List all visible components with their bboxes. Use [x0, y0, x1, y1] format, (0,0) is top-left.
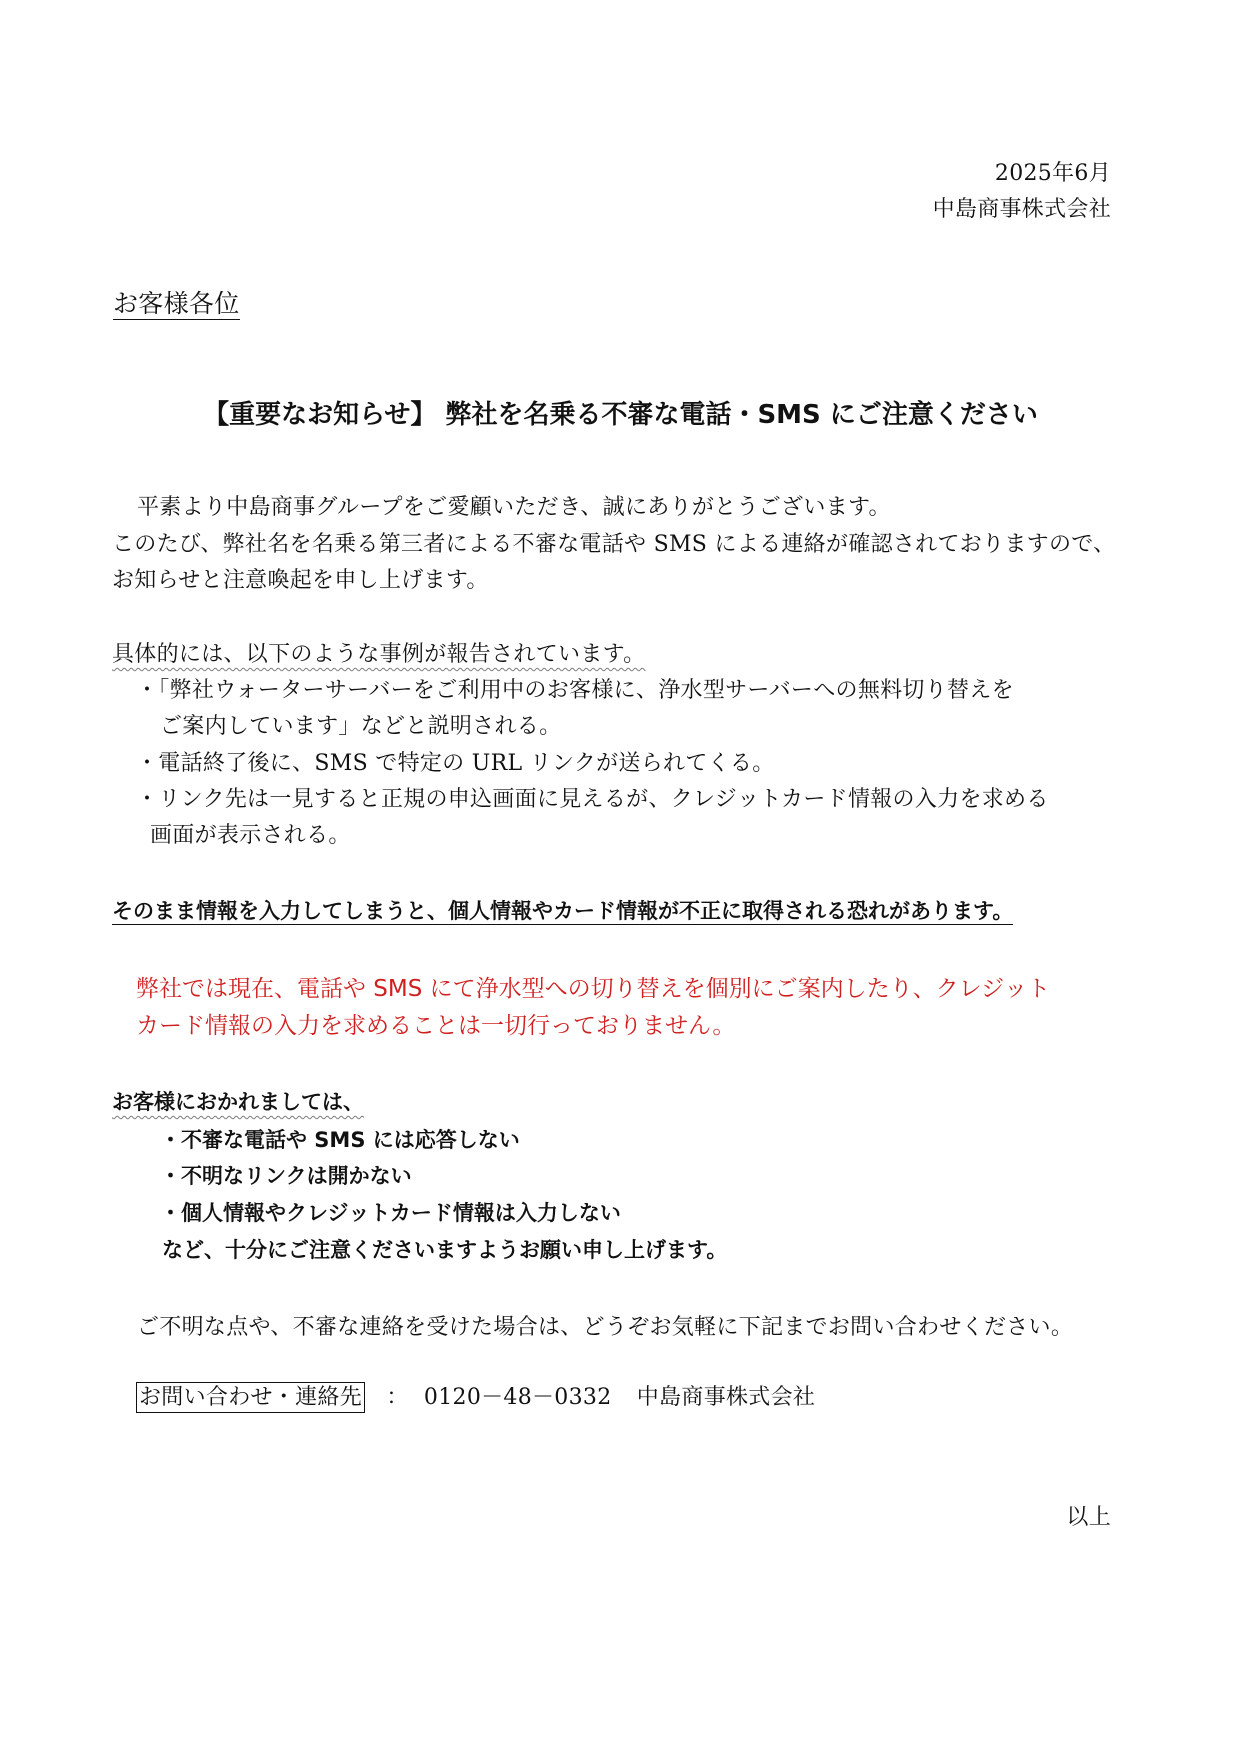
example-2: ・電話終了後に、SMS で特定の URL リンクが送られてくる。 — [136, 751, 775, 776]
contact-label: お問い合わせ・連絡先 — [136, 1382, 365, 1413]
contact-note: ご不明な点や、不審な連絡を受けた場合は、どうぞお気軽に下記までお問い合わせください。 — [137, 1315, 1074, 1340]
request-item-1: ・不審な電話や SMS には応答しない — [160, 1128, 520, 1152]
example-1-line-2: ご案内しています」などと説明される。 — [160, 714, 562, 739]
request-heading-text: お客様におかれましては、 — [112, 1090, 364, 1114]
request-item-3: ・個人情報やクレジットカード情報は入力しない — [160, 1201, 621, 1225]
intro-line-1: 平素より中島商事グループをご愛顧いただき、誠にありがとうございます。 — [137, 495, 891, 520]
sender-company: 中島商事株式会社 — [932, 197, 1111, 222]
page-title: 【重要なお知らせ】 弊社を名乗る不審な電話・SMS にご注意ください — [203, 400, 1038, 430]
example-1-line-1: ・「弊社ウォーターサーバーをご利用中のお客様に、浄水型サーバーへの無料切り替えを — [136, 678, 1014, 703]
example-3-line-1: ・リンク先は一見すると正規の申込画面に見えるが、クレジットカード情報の入力を求める — [136, 787, 1049, 812]
contact-colon: ： — [386, 1385, 409, 1410]
request-heading — [112, 1086, 364, 1116]
request-closing: など、十分にご注意くださいますようお願い申し上げます。 — [162, 1238, 728, 1262]
examples-heading — [112, 637, 645, 668]
warning-text: そのまま情報を入力してしまうと、個人情報やカード情報が不正に取得される恐れがあります。 — [112, 899, 1014, 923]
warning — [112, 895, 1013, 925]
examples-heading-text: 具体的には、以下のような事例が報告されています。 — [112, 642, 646, 667]
intro-line-2: このたび、弊社名を名乗る第三者による不審な電話や SMS による連絡が確認されておりますので、 — [112, 532, 1116, 557]
contact-company: 中島商事株式会社 — [636, 1385, 816, 1410]
intro-line-3: お知らせと注意喚起を申し上げます。 — [112, 568, 489, 593]
example-3-line-2: 画面が表示される。 — [150, 823, 351, 848]
salutation — [113, 284, 240, 320]
document-date: 2025年6月 — [994, 161, 1111, 186]
closing-mark: 以上 — [1066, 1505, 1111, 1530]
request-item-2: ・不明なリンクは開かない — [160, 1164, 412, 1188]
contact-line — [136, 1380, 815, 1411]
policy-line-1: 弊社では現在、電話や SMS にて浄水型への切り替えを個別にご案内したり、クレジット — [136, 976, 1051, 1002]
salutation-text: お客様各位 — [113, 289, 240, 318]
contact-phone: 0120－48－0332 — [423, 1385, 612, 1410]
policy-line-2: カード情報の入力を求めることは一切行っておりません。 — [136, 1013, 736, 1039]
